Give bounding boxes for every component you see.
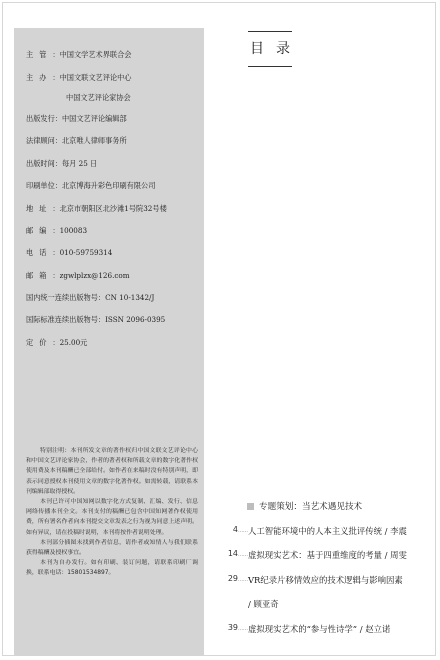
masthead-row: 印刷单位 ： 北京博海升彩色印刷有限公司 (26, 181, 156, 191)
notice-paragraph: 本刊为自办发行。如有印刷、装订问题，请联系印刷厂调换，联系电话：15801534897。 (26, 560, 198, 577)
masthead-row: 主管 ： 中国文学艺术界联合会 (26, 50, 132, 60)
notice-paragraph: 本刊已许可中国知网以数字化方式复制、汇编、发行、信息网络传播本刊全文。本刊支付的稿酬已包含中国知网著作权使用费，所有署名作者向本刊提交文章发表之行为视为同意上述声明。如有异议，请在投稿时说明，本刊将按作者说明处理。 (26, 499, 198, 536)
toc-entry-title: 虚拟现实艺术的“参与性诗学” / 赵立诺 (248, 624, 391, 634)
masthead-key: 地址 (26, 203, 53, 213)
toc-entry-title: 人工智能环境中的人本主义批评传统 / 李震 (248, 526, 407, 536)
masthead-row: 邮编 ： 100083 (26, 225, 88, 235)
leader-dots: …… (238, 528, 248, 534)
masthead-key: 电话 (26, 248, 53, 258)
masthead-value: CN 10-1342/J (105, 293, 155, 303)
masthead-row: 定价 ： 25.00元 (26, 337, 88, 347)
masthead-value: 25.00元 (59, 337, 88, 347)
masthead-key: 定价 (26, 337, 53, 347)
masthead-key: 印刷单位 (26, 181, 55, 191)
toc-entry-title: 虚拟现实艺术：基于四重维度的考量 / 周雯 (248, 550, 407, 560)
toc-page-number: 14 (227, 549, 238, 558)
masthead-value: zgwlplzx@126.com (59, 270, 130, 280)
masthead-key: 出版发行 (26, 113, 55, 123)
notice-paragraph: 特别注明：本刊所发文章的著作权归中国文联文艺评论中心和中国文艺评论家协会，作者的著者权和所载文章的数字化著作权使用费及本刊稿酬已全部给付。如作者在来稿时没有特别声明，即表示同意授权本刊使用文章的数字化著作权。如需转载，请联系本刊编辑部取得授权。 (26, 448, 198, 495)
leader-dots: …… (238, 626, 248, 632)
toc-section-heading (247, 500, 362, 512)
masthead-row (26, 89, 202, 108)
masthead-row: 出版发行 ： 中国文艺评论编辑部 (26, 113, 127, 123)
section-title: 专题策划：当艺术遇见技术 (259, 502, 363, 512)
leader-dots: …… (238, 552, 248, 558)
masthead-key: 出版时间 (26, 158, 55, 168)
toc-rule-bottom (248, 66, 292, 67)
masthead-value: 中国文联文艺评论中心 (59, 72, 132, 82)
masthead-value: 010-59759314 (59, 248, 113, 258)
section-marker-icon (247, 503, 254, 510)
masthead-value: 每月 25 日 (61, 158, 98, 168)
masthead-row: 法律顾问 ： 北京唯人律师事务所 (26, 136, 127, 146)
masthead-list (26, 44, 202, 354)
toc-rule-top (248, 31, 292, 32)
toc-entry-author: / 顾亚奇 (248, 599, 279, 609)
masthead-key: 法律顾问 (26, 136, 55, 146)
toc-page-number: 4 (232, 525, 238, 534)
masthead-panel (14, 28, 204, 656)
masthead-row: 电话 ： 010-59759314 (26, 248, 113, 258)
notice-paragraph: 本刊部分插图未找到作者信息，请作者或知情人与我们联系获得稿酬及授权事宜。 (26, 539, 198, 557)
masthead-value: 100083 (59, 225, 88, 235)
masthead-row: 国际标准连续出版物号 ： ISSN 2096-0395 (26, 315, 166, 325)
masthead-key: 主办 (26, 72, 53, 82)
toc-page-number: 29 (227, 574, 238, 583)
masthead-key: 国际标准连续出版物号 (26, 315, 98, 325)
leader-dots: …… (238, 577, 248, 583)
masthead-row: 邮箱 ： zgwlplzx@126.com (26, 270, 130, 280)
masthead-value: 北京唯人律师事务所 (61, 136, 127, 146)
toc-page-number: 39 (227, 623, 238, 632)
masthead-value: 中国文艺评论编辑部 (61, 113, 127, 123)
masthead-value: 北京博海升彩色印刷有限公司 (61, 181, 156, 191)
toc-title: 目录 (250, 41, 302, 57)
masthead-key: 国内统一连续出版物号 (26, 293, 98, 303)
toc-entry-title: VR纪录片移情效应的技术逻辑与影响因素 (248, 575, 403, 585)
masthead-value: 北京市朝阳区北沙滩1号院32号楼 (59, 203, 167, 213)
masthead-key: 主管 (26, 50, 53, 60)
copyright-notice (26, 446, 198, 579)
masthead-row: 出版时间 ： 每月 25 日 (26, 158, 98, 168)
masthead-value: 中国文学艺术界联合会 (59, 50, 132, 60)
masthead-key: 邮箱 (26, 270, 53, 280)
masthead-value: ISSN 2096-0395 (105, 315, 166, 325)
masthead-key: 邮编 (26, 225, 53, 235)
masthead-row: 主办 ： 中国文联文艺评论中心 (26, 72, 132, 82)
masthead-row: 地址 ： 北京市朝阳区北沙滩1号院32号楼 (26, 203, 167, 213)
masthead-value: 中国文艺评论家协会 (66, 93, 131, 103)
masthead-row: 国内统一连续出版物号 ： CN 10-1342/J (26, 293, 155, 303)
